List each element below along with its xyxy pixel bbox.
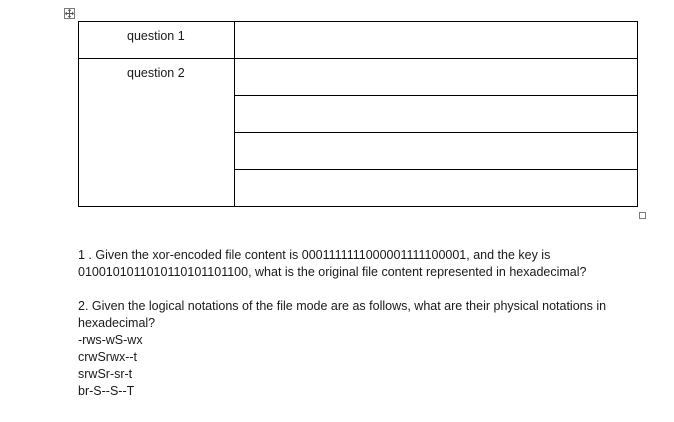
question-1-label: question 1 [127, 29, 185, 43]
table-row [79, 22, 638, 59]
table-cell[interactable] [235, 170, 638, 207]
file-mode-item: br-S--S--T [78, 384, 135, 398]
table-cell[interactable] [235, 59, 638, 96]
question-2-text-line: 2. Given the logical notations of the file mode are as follows, what are their physical notations in [78, 299, 607, 313]
table-resize-handle[interactable] [639, 212, 646, 219]
table-cell[interactable] [79, 59, 235, 207]
table-cell[interactable] [235, 133, 638, 170]
question-2-label: question 2 [127, 66, 185, 80]
table-cell[interactable] [235, 22, 638, 59]
file-mode-item: -rws-wS-wx [78, 333, 143, 347]
file-mode-item: srwSr-sr-t [78, 367, 133, 381]
table-cell[interactable] [79, 22, 235, 59]
question-1-text-line: 0100101011010110101101100, what is the original file content represented in hexadecimal? [78, 265, 587, 279]
question-1-text-line: 1 . Given the xor-encoded file content is 0001111111000001111100001, and the key is [78, 248, 551, 262]
file-mode-item: crwSrwx--t [78, 350, 138, 364]
questions-table [78, 21, 638, 207]
question-2-text-line: hexadecimal? [78, 316, 156, 330]
document-body [78, 247, 648, 400]
table-move-handle-icon[interactable] [64, 8, 75, 19]
table-cell[interactable] [235, 96, 638, 133]
table-row [79, 59, 638, 96]
